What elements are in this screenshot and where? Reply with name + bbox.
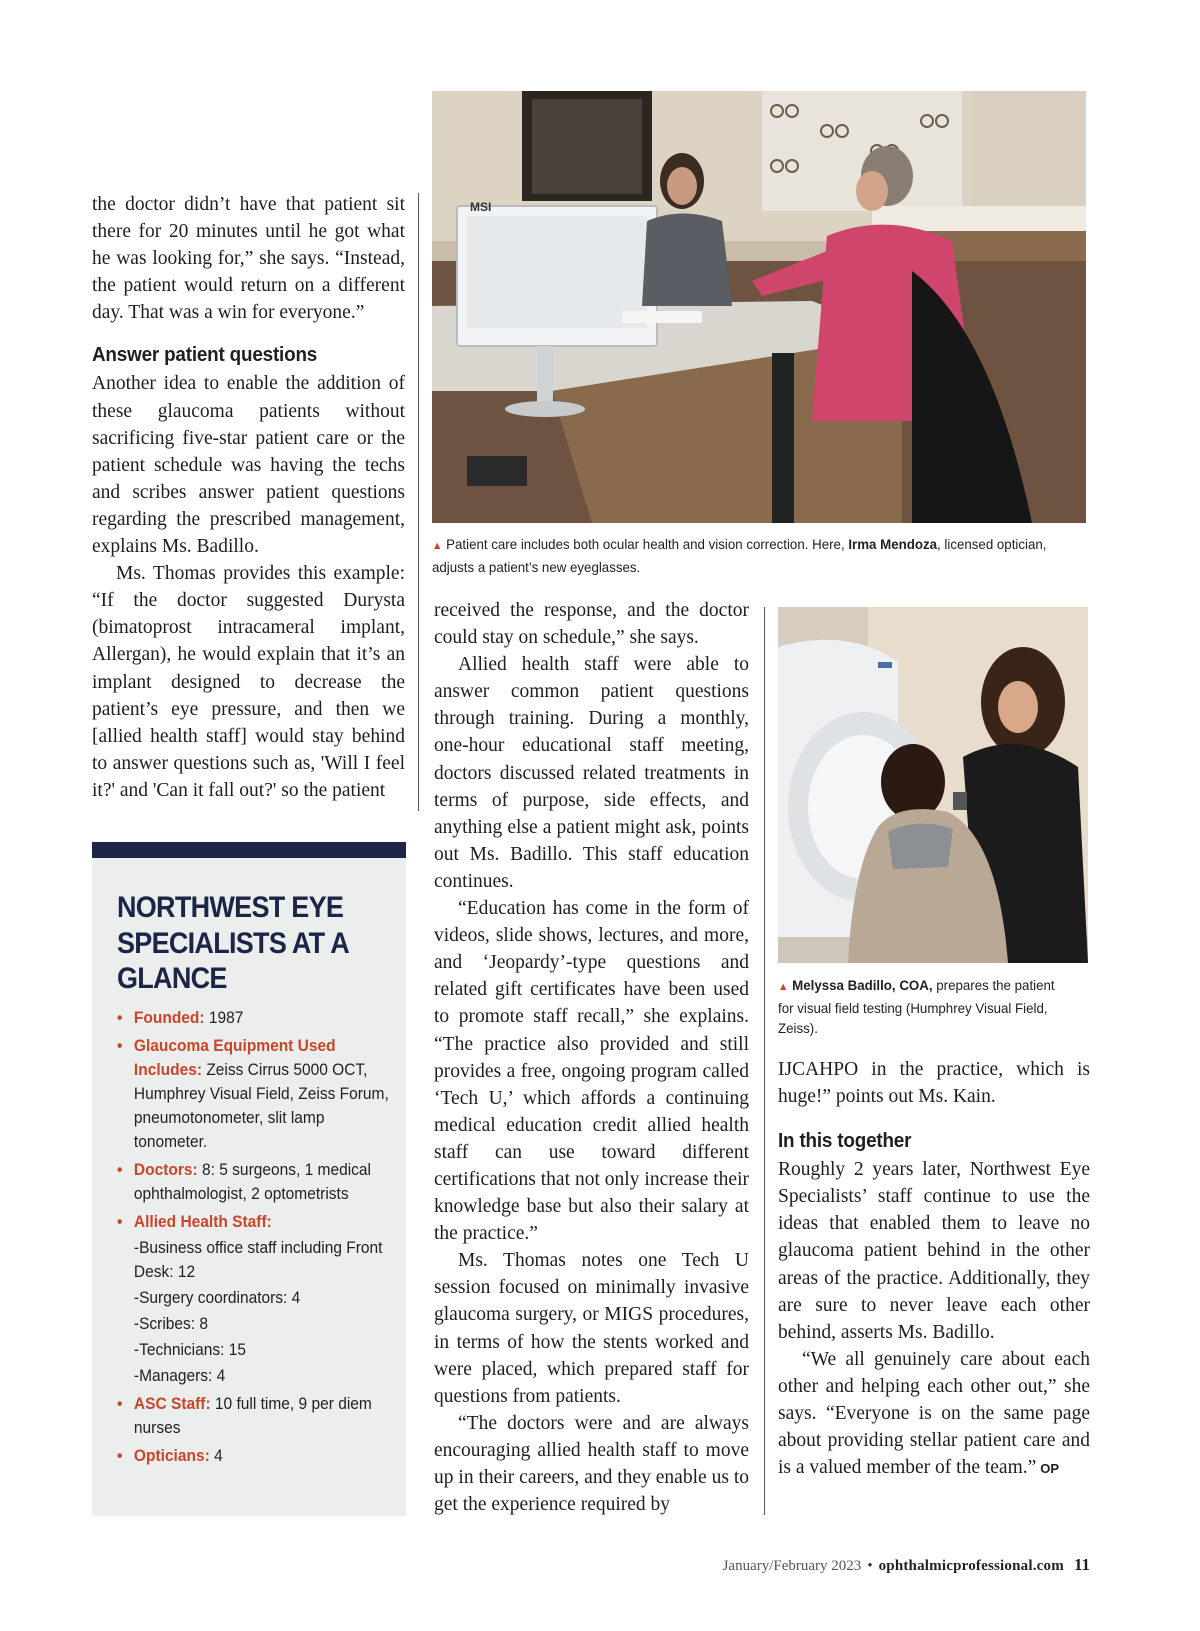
article-column-3	[778, 1056, 1090, 1482]
page-number: 11	[1073, 1555, 1090, 1574]
article-column-1	[92, 191, 405, 804]
photo-caption: ▲ Melyssa Badillo, COA, prepares the patient for visual field testing (Humphrey Visual Field, Zeiss).	[778, 977, 1055, 1036]
body-paragraph: “We all genuinely care about each other and helping each other out,” she says. “Everyone is on the same page about providing stellar patient care and is a valued member of the team.” OP	[778, 1348, 1090, 1479]
website-link[interactable]: ophthalmicprofessional.com	[878, 1558, 1064, 1574]
allied-staff-item: -Business office staff including Front Desk: 12	[133, 1239, 383, 1281]
footer-separator: •	[867, 1558, 873, 1574]
photo-caption: ▲ Patient care includes both ocular health and vision correction. Here, Irma Mendoza, licensed optician, adjusts a patient’s new eyeglasses.	[432, 536, 1047, 575]
sidebar-title: NORTHWEST EYE SPECIALISTS AT A GLANCE	[117, 891, 349, 995]
fact-opticians: • Opticians: 4	[117, 1447, 223, 1465]
optician-photo	[432, 91, 1086, 523]
column-divider	[764, 607, 765, 1515]
body-paragraph: Another idea to enable the addition of these glaucoma patients without sacrificing five-star patient care or the patient schedule was having the techs and scribes answer patient questions regarding the prescribed management, explains Ms. Badillo.	[92, 373, 405, 558]
fact-founded: • Founded: 1987	[117, 1009, 244, 1027]
body-paragraph: “Education has come in the form of videos, slide shows, lectures, and more, and ‘Jeopardy’-type questions and related gift certificates have been used to promote staff recall,” she explains. “The practice also provided and still provides a free, ongoing program called ‘Tech U,’ which affords a continuing medical education credit allied health staff can use toward different certifications that not only increase their knowledge base but also their salary at the practice.”	[434, 898, 749, 1245]
issue-date: January/February 2023	[722, 1558, 862, 1574]
section-heading: Answer patient questions	[92, 343, 318, 367]
optician-photo-illustration	[432, 91, 1086, 523]
end-of-article-mark: OP	[1040, 1461, 1060, 1477]
body-paragraph: “The doctors were and are always encouraging allied health staff to move up in their careers, and they enable us to get the experience required by	[434, 1412, 749, 1516]
section-heading: In this together	[778, 1129, 912, 1153]
body-paragraph: Roughly 2 years later, Northwest Eye Specialists’ staff continue to use the ideas that enabled them to leave no glaucoma patient behind in the other areas of the practice. Additionally, they are sure to never leave each other behind, asserts Ms. Badillo.	[778, 1159, 1090, 1343]
fact-allied-staff: • Allied Health Staff: -Business office staff including Front Desk: 12 -Surgery coordinators: 4 -Scribes: 8 -Technicians: 15 -Managers: 4	[117, 1210, 390, 1388]
caption-marker-icon: ▲	[778, 981, 789, 993]
sidebar-fact-list	[117, 1006, 390, 1472]
monitor-brand-label: MSI	[470, 200, 492, 214]
at-a-glance-sidebar	[92, 842, 406, 1516]
body-paragraph: received the response, and the doctor could stay on schedule,” she says.	[434, 600, 749, 649]
visual-field-photo	[778, 607, 1088, 963]
body-paragraph: Allied health staff were able to answer common patient questions through training. During a monthly, one-hour educational staff meeting, doctors discussed related treatments in terms of purpose, side effects, and anything else a patient might ask, points out Ms. Badillo. This staff education continues.	[434, 654, 749, 892]
allied-staff-item: -Managers: 4	[133, 1367, 226, 1385]
body-paragraph: IJCAHPO in the practice, which is huge!” points out Ms. Kain.	[778, 1059, 1090, 1108]
fact-asc-staff: • ASC Staff: 10 full time, 9 per diem nurses	[117, 1395, 372, 1437]
column-divider	[418, 193, 419, 811]
allied-staff-item: -Technicians: 15	[133, 1341, 247, 1359]
page-footer	[723, 1555, 1090, 1575]
body-paragraph: the doctor didn’t have that patient sit there for 20 minutes until he got what he was looking for,” she says. “Instead, the patient would return on a different day. That was a win for everyone.”	[92, 194, 405, 324]
fact-doctors: • Doctors: 8: 5 surgeons, 1 medical ophthalmologist, 2 optometrists	[117, 1161, 371, 1203]
body-paragraph: Ms. Thomas provides this example: “If the doctor suggested Durysta (bimatoprost intracameral implant, Allergan), he would explain that it’s an implant designed to decrease the patient’s eye pressure, and then we [allied health staff] would stay behind to answer questions such as, 'Will I feel it?' and 'Can it fall out?' so the patient	[92, 563, 405, 801]
fact-equipment: • Glaucoma Equipment Used Includes: Zeiss Cirrus 5000 OCT, Humphrey Visual Field, Zeiss Forum, pneumotonometer, slit lamp tonometer.	[117, 1037, 389, 1151]
article-column-2	[434, 597, 749, 1518]
body-paragraph: Ms. Thomas notes one Tech U session focused on minimally invasive glaucoma surgery, or MIGS procedures, in terms of how the stents worked and were placed, which prepared staff for questions from patients.	[434, 1250, 749, 1407]
caption-marker-icon: ▲	[432, 540, 443, 552]
visual-field-photo-illustration	[778, 607, 1088, 963]
allied-staff-item: -Surgery coordinators: 4	[133, 1289, 301, 1307]
allied-staff-item: -Scribes: 8	[133, 1315, 209, 1333]
